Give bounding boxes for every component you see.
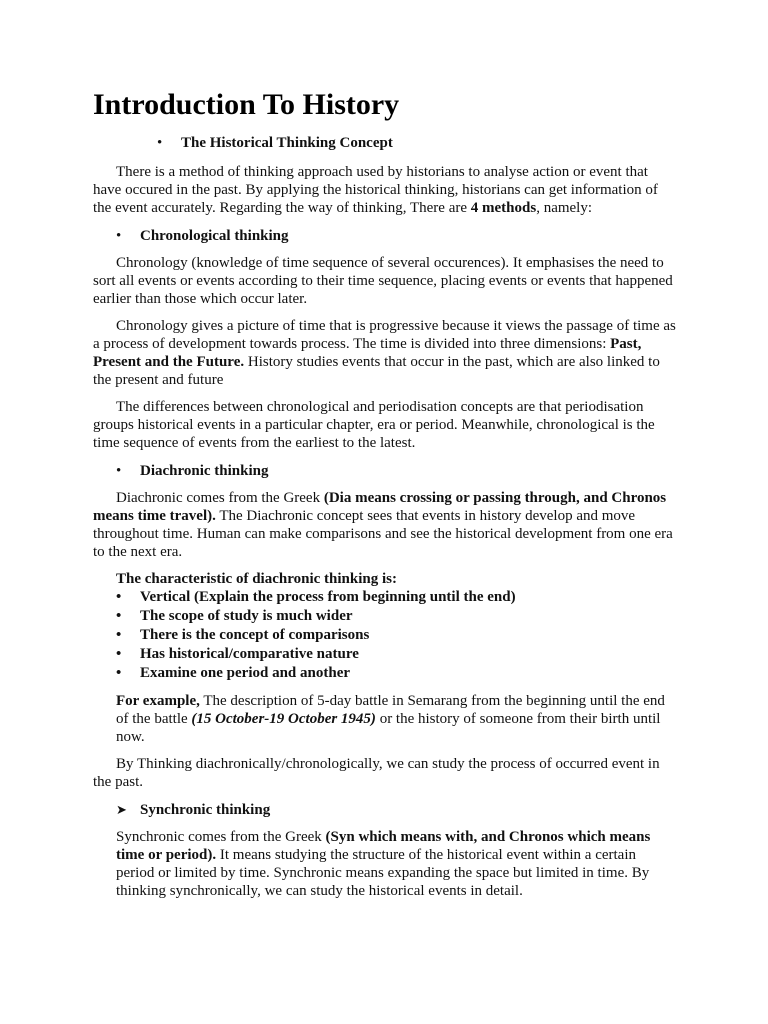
characteristics-list	[93, 588, 678, 683]
bullet-icon: •	[116, 646, 122, 662]
text-run: Diachronic comes from the Greek	[116, 490, 324, 506]
text-run-bold: 4 methods	[470, 200, 537, 216]
list-item	[93, 607, 678, 626]
characteristics-heading: The characteristic of diachronic thinking is:	[116, 571, 397, 587]
list-item	[93, 588, 678, 607]
list-item-label: Vertical (Explain the process from beginning until the end)	[140, 589, 516, 605]
paragraph-diachronic-1	[93, 489, 678, 561]
list-item	[93, 645, 678, 664]
paragraph-closing: By Thinking diachronically/chronologically, we can study the process of occurred event in the past.	[93, 756, 660, 790]
bullet-icon: •	[116, 665, 122, 681]
arrow-icon: ➤	[116, 802, 127, 817]
bullet-icon: •	[116, 463, 122, 479]
section-heading-label: Synchronic thinking	[140, 802, 271, 818]
text-run-bold: (Syn which means with, and Chronos which means time or period).	[116, 829, 651, 863]
text-run: History studies events that occur in the past, which are also linked to the present and future	[93, 354, 660, 388]
text-run: The Diachronic concept sees that events in history develop and move throughout time. Human can make comparisons and see the historical development from one era to the next era.	[93, 508, 673, 560]
text-run: Synchronic comes from the Greek	[116, 829, 326, 845]
list-item	[93, 664, 678, 683]
section-heading-concept	[93, 134, 678, 152]
text-run-bold: (Dia means crossing or passing through, and Chronos means time travel).	[93, 490, 667, 524]
section-heading-label: Diachronic thinking	[140, 463, 269, 479]
bullet-icon: •	[157, 135, 163, 151]
document-body	[93, 86, 678, 900]
text-run: , namely:	[536, 200, 593, 216]
bullet-icon: •	[116, 228, 122, 244]
text-run-bold-italic: (15 October-19 October 1945)	[191, 711, 376, 727]
bullet-icon: •	[116, 589, 122, 605]
text-run-bold: Past, Present and the Future.	[93, 336, 642, 370]
paragraph-example	[93, 692, 678, 746]
page-title: Introduction To History	[93, 88, 400, 121]
text-run: Chronology gives a picture of time that is progressive because it views the passage of time as a process of development towards process. The time is divided into three dimensions:	[93, 318, 676, 352]
paragraph-chronology-2	[93, 317, 678, 389]
text-run: There is a method of thinking approach used by historians to analyse action or event that have occured in the past. By applying the historical thinking, historians can get information of the event accurately. Regarding the way of thinking, There are	[93, 164, 658, 216]
list-item-label: Examine one period and another	[140, 665, 351, 681]
section-heading-label: Chronological thinking	[140, 228, 289, 244]
paragraph-synchronic	[93, 828, 678, 900]
section-heading-diachronic	[93, 462, 678, 480]
text-run: or the history of someone from their birth until now.	[116, 711, 661, 745]
bullet-icon: •	[116, 627, 122, 643]
paragraph-concept-intro	[93, 163, 678, 217]
paragraph-chronology-3: The differences between chronological and periodisation concepts are that periodisation groups historical events in a particular chapter, era or period. Meanwhile, chronological is the time sequence of events from the earliest to the latest.	[93, 399, 655, 451]
paragraph-chronology-1: Chronology (knowledge of time sequence of several occurences). It emphasises the need to sort all events or events according to their time sequence, placing events or events that happened earlier than those which occur later.	[93, 255, 673, 307]
list-item-label: There is the concept of comparisons	[140, 627, 370, 643]
section-heading-label: The Historical Thinking Concept	[181, 135, 393, 151]
list-item-label: The scope of study is much wider	[140, 608, 353, 624]
section-heading-synchronic	[93, 801, 678, 819]
bullet-icon: •	[116, 608, 122, 624]
text-run: It means studying the structure of the historical event within a certain period or limited by time. Synchronic means expanding the space but limited in time. By thinking synchronically, we can study the historical events in detail.	[116, 847, 650, 899]
section-heading-chronological	[93, 227, 678, 245]
text-run: The description of 5-day battle in Semarang from the beginning until the end of the battle	[116, 693, 665, 727]
list-item-label: Has historical/comparative nature	[140, 646, 359, 662]
list-item	[93, 626, 678, 645]
text-run-bold: For example,	[116, 693, 200, 709]
